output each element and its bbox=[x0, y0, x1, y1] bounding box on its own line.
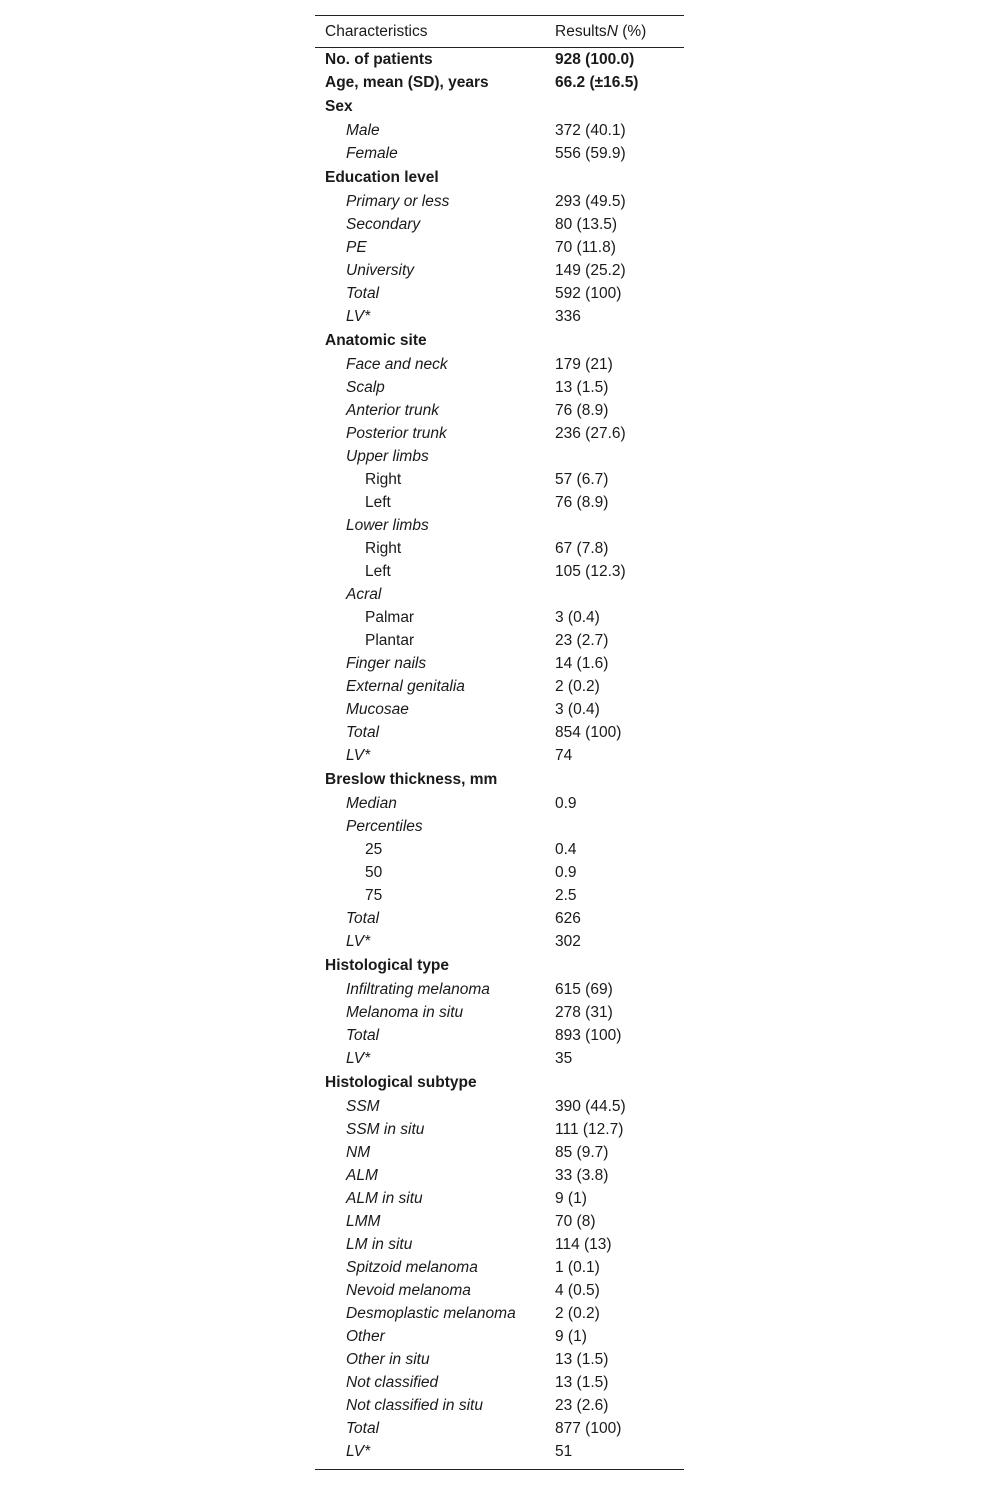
row-value: 1 (0.1) bbox=[555, 1258, 600, 1276]
row-label: Melanoma in situ bbox=[346, 1003, 464, 1021]
row-label: Mucosae bbox=[346, 700, 409, 718]
row-value: 67 (7.8) bbox=[555, 539, 609, 557]
row-label: Female bbox=[346, 144, 398, 162]
header-results-n: N bbox=[606, 22, 618, 40]
row-value: 13 (1.5) bbox=[555, 1350, 609, 1368]
table-row bbox=[315, 560, 684, 583]
row-value: 893 (100) bbox=[555, 1026, 622, 1044]
table-row bbox=[315, 675, 684, 698]
section-header-row bbox=[315, 328, 684, 353]
row-label: Male bbox=[346, 121, 380, 139]
row-value: 76 (8.9) bbox=[555, 493, 609, 511]
row-label: Age, mean (SD), years bbox=[325, 73, 489, 91]
row-label: LV* bbox=[346, 1049, 371, 1067]
row-value: 85 (9.7) bbox=[555, 1143, 609, 1161]
row-value: 0.9 bbox=[555, 794, 577, 812]
row-value: 23 (2.7) bbox=[555, 631, 609, 649]
table-row bbox=[315, 907, 684, 930]
row-value: 592 (100) bbox=[555, 284, 622, 302]
row-label: Histological subtype bbox=[325, 1073, 477, 1091]
table-row bbox=[315, 629, 684, 652]
section-header-row bbox=[315, 953, 684, 978]
table-row bbox=[315, 1118, 684, 1141]
table-row bbox=[315, 978, 684, 1001]
row-label: 25 bbox=[365, 840, 383, 858]
table-row bbox=[315, 353, 684, 376]
row-label: Plantar bbox=[365, 631, 415, 649]
row-label: Spitzoid melanoma bbox=[346, 1258, 478, 1276]
table-row bbox=[315, 445, 684, 468]
table-row bbox=[315, 1164, 684, 1187]
row-value: 877 (100) bbox=[555, 1419, 622, 1437]
table-row bbox=[315, 491, 684, 514]
table-row bbox=[315, 1047, 684, 1070]
table-row bbox=[315, 422, 684, 445]
table-row bbox=[315, 606, 684, 629]
row-value: 33 (3.8) bbox=[555, 1166, 609, 1184]
table-row bbox=[315, 1095, 684, 1118]
row-value: 179 (21) bbox=[555, 355, 613, 373]
row-value: 70 (11.8) bbox=[555, 238, 616, 256]
row-value: 149 (25.2) bbox=[555, 261, 626, 279]
row-value: 114 (13) bbox=[555, 1235, 612, 1253]
table-row bbox=[315, 190, 684, 213]
row-value: 13 (1.5) bbox=[555, 378, 609, 396]
row-label: Desmoplastic melanoma bbox=[346, 1304, 516, 1322]
table-row bbox=[315, 792, 684, 815]
table-row bbox=[315, 376, 684, 399]
row-label: Right bbox=[365, 470, 402, 488]
table-row bbox=[315, 1210, 684, 1233]
row-label: Sex bbox=[325, 97, 353, 115]
table-row bbox=[315, 583, 684, 606]
row-label: Other bbox=[346, 1327, 385, 1345]
row-label: Left bbox=[365, 493, 391, 511]
table-row bbox=[315, 861, 684, 884]
row-value: 111 (12.7) bbox=[555, 1120, 624, 1138]
row-value: 278 (31) bbox=[555, 1003, 613, 1021]
row-value: 3 (0.4) bbox=[555, 700, 600, 718]
row-label: External genitalia bbox=[346, 677, 465, 695]
table-row bbox=[315, 1233, 684, 1256]
table-row bbox=[315, 1325, 684, 1348]
table-row bbox=[315, 1141, 684, 1164]
row-label: LV* bbox=[346, 1442, 371, 1460]
table-row bbox=[315, 48, 684, 71]
row-value: 80 (13.5) bbox=[555, 215, 618, 233]
row-value: 556 (59.9) bbox=[555, 144, 626, 162]
row-value: 105 (12.3) bbox=[555, 562, 626, 580]
row-label: Nevoid melanoma bbox=[346, 1281, 471, 1299]
row-label: Total bbox=[346, 909, 380, 927]
header-characteristics: Characteristics bbox=[325, 22, 428, 40]
row-label: ALM bbox=[346, 1166, 378, 1184]
row-label: Scalp bbox=[346, 378, 385, 396]
row-label: Histological type bbox=[325, 956, 450, 974]
row-label: Upper limbs bbox=[346, 447, 429, 465]
row-label: Percentiles bbox=[346, 817, 423, 835]
table-row bbox=[315, 652, 684, 675]
table-row bbox=[315, 721, 684, 744]
table-row bbox=[315, 537, 684, 560]
table-row bbox=[315, 1440, 684, 1463]
row-label: Acral bbox=[346, 585, 382, 603]
table-row bbox=[315, 744, 684, 767]
table-body bbox=[315, 48, 684, 1463]
row-value: 854 (100) bbox=[555, 723, 622, 741]
row-value: 2 (0.2) bbox=[555, 677, 600, 695]
table-row bbox=[315, 1024, 684, 1047]
row-value: 4 (0.5) bbox=[555, 1281, 600, 1299]
row-label: Palmar bbox=[365, 608, 415, 626]
table-row bbox=[315, 282, 684, 305]
row-label: SSM bbox=[346, 1097, 380, 1115]
table-row bbox=[315, 142, 684, 165]
row-value: 928 (100.0) bbox=[555, 50, 635, 68]
row-label: Breslow thickness, mm bbox=[325, 770, 498, 788]
row-value: 74 bbox=[555, 746, 573, 764]
row-value: 615 (69) bbox=[555, 980, 613, 998]
row-value: 0.4 bbox=[555, 840, 577, 858]
table-row bbox=[315, 1001, 684, 1024]
row-label: LV* bbox=[346, 746, 371, 764]
row-value: 14 (1.6) bbox=[555, 654, 609, 672]
row-label: Other in situ bbox=[346, 1350, 430, 1368]
header-results-prefix: Results bbox=[555, 22, 607, 40]
row-label: Anterior trunk bbox=[346, 401, 440, 419]
row-label: Not classified in situ bbox=[346, 1396, 483, 1414]
section-header-row bbox=[315, 1070, 684, 1095]
table-row bbox=[315, 236, 684, 259]
row-label: Primary or less bbox=[346, 192, 450, 210]
row-label: Median bbox=[346, 794, 397, 812]
header-results-suffix: (%) bbox=[617, 22, 647, 40]
row-label: Left bbox=[365, 562, 391, 580]
row-value: 3 (0.4) bbox=[555, 608, 600, 626]
row-label: LV* bbox=[346, 932, 371, 950]
row-label: Education level bbox=[325, 168, 439, 186]
row-value: 336 bbox=[555, 307, 581, 325]
characteristics-table bbox=[315, 15, 684, 1470]
section-header-row bbox=[315, 165, 684, 190]
table-row bbox=[315, 213, 684, 236]
row-label: University bbox=[346, 261, 415, 279]
table-row bbox=[315, 930, 684, 953]
row-value: 390 (44.5) bbox=[555, 1097, 626, 1115]
table-row bbox=[315, 514, 684, 537]
table-row bbox=[315, 1302, 684, 1325]
row-value: 372 (40.1) bbox=[555, 121, 626, 139]
row-label: No. of patients bbox=[325, 50, 433, 68]
table-row bbox=[315, 1187, 684, 1210]
table-row bbox=[315, 884, 684, 907]
table-row bbox=[315, 1279, 684, 1302]
row-value: 57 (6.7) bbox=[555, 470, 609, 488]
row-value: 51 bbox=[555, 1442, 573, 1460]
table-row bbox=[315, 305, 684, 328]
table-row bbox=[315, 838, 684, 861]
table-header-row bbox=[315, 16, 684, 48]
row-value: 2 (0.2) bbox=[555, 1304, 600, 1322]
row-value: 9 (1) bbox=[555, 1189, 587, 1207]
table-row bbox=[315, 119, 684, 142]
row-label: Total bbox=[346, 1026, 380, 1044]
row-value: 2.5 bbox=[555, 886, 577, 904]
row-label: 75 bbox=[365, 886, 383, 904]
row-label: LV* bbox=[346, 307, 371, 325]
row-label: SSM in situ bbox=[346, 1120, 425, 1138]
table-row bbox=[315, 1394, 684, 1417]
row-value: 76 (8.9) bbox=[555, 401, 609, 419]
row-label: Right bbox=[365, 539, 402, 557]
row-label: Total bbox=[346, 284, 380, 302]
table-row bbox=[315, 1348, 684, 1371]
row-value: 13 (1.5) bbox=[555, 1373, 609, 1391]
table-row bbox=[315, 1417, 684, 1440]
row-value: 70 (8) bbox=[555, 1212, 596, 1230]
row-label: Secondary bbox=[346, 215, 421, 233]
row-label: ALM in situ bbox=[346, 1189, 423, 1207]
row-value: 293 (49.5) bbox=[555, 192, 626, 210]
row-label: 50 bbox=[365, 863, 383, 881]
row-value: 35 bbox=[555, 1049, 573, 1067]
row-label: Total bbox=[346, 1419, 380, 1437]
table-row bbox=[315, 259, 684, 282]
table-row bbox=[315, 698, 684, 721]
table-row bbox=[315, 1256, 684, 1279]
table-bottom-rule bbox=[315, 1469, 684, 1470]
row-value: 9 (1) bbox=[555, 1327, 587, 1345]
row-label: NM bbox=[346, 1143, 371, 1161]
row-label: Anatomic site bbox=[325, 331, 427, 349]
row-label: LMM bbox=[346, 1212, 381, 1230]
row-value: 23 (2.6) bbox=[555, 1396, 609, 1414]
table-row bbox=[315, 1371, 684, 1394]
table-row bbox=[315, 399, 684, 422]
row-value: 66.2 (±16.5) bbox=[555, 73, 639, 91]
row-label: Total bbox=[346, 723, 380, 741]
row-label: Infiltrating melanoma bbox=[346, 980, 490, 998]
row-label: Not classified bbox=[346, 1373, 439, 1391]
row-label: Lower limbs bbox=[346, 516, 429, 534]
row-label: Face and neck bbox=[346, 355, 448, 373]
row-value: 302 bbox=[555, 932, 581, 950]
row-value: 0.9 bbox=[555, 863, 577, 881]
section-header-row bbox=[315, 94, 684, 119]
row-label: LM in situ bbox=[346, 1235, 413, 1253]
table-row bbox=[315, 468, 684, 491]
table-row bbox=[315, 815, 684, 838]
row-label: PE bbox=[346, 238, 367, 256]
row-label: Posterior trunk bbox=[346, 424, 447, 442]
row-value: 236 (27.6) bbox=[555, 424, 626, 442]
header-results bbox=[555, 23, 684, 41]
row-label: Finger nails bbox=[346, 654, 427, 672]
table-row bbox=[315, 71, 684, 94]
row-value: 626 bbox=[555, 909, 581, 927]
section-header-row bbox=[315, 767, 684, 792]
